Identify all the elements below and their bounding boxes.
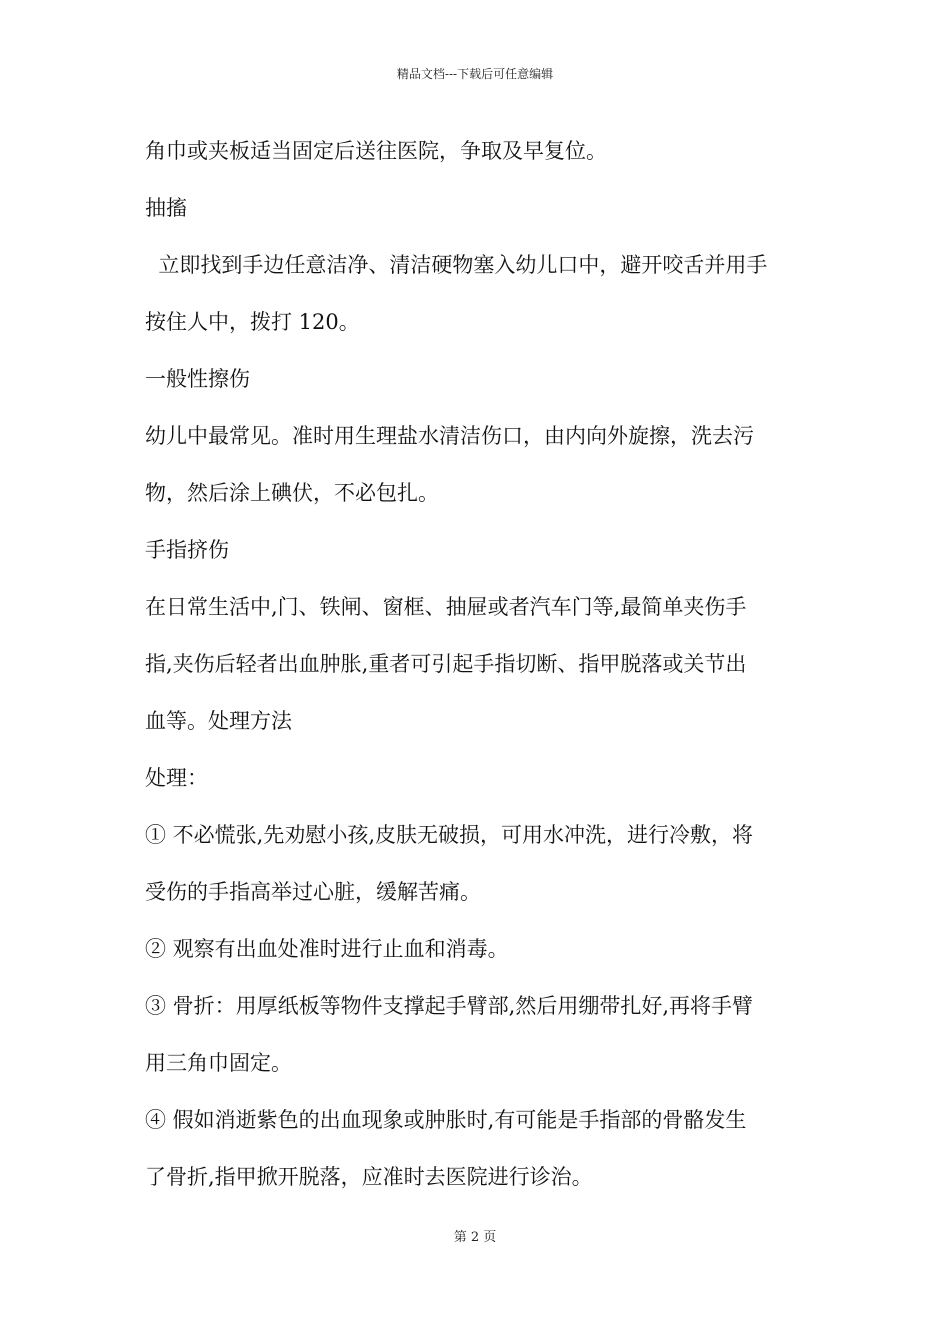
list-item-1: ① 不必慌张,先劝慰小孩,皮肤无破损，可用水冲洗，进行冷敷，将 — [145, 823, 754, 847]
text-line: 用三角巾固定。 — [145, 1051, 292, 1075]
section-heading-abrasion: 一般性擦伤 — [145, 367, 250, 391]
section-heading-finger-crush: 手指挤伤 — [145, 538, 229, 562]
list-item-2: ② 观察有出血处准时进行止血和消毒。 — [145, 937, 509, 961]
text-line: 在日常生活中,门、铁闸、窗框、抽屉或者汽车门等,最简单夹伤手 — [145, 595, 747, 619]
text-line: 指,夹伤后轻者出血肿胀,重者可引起手指切断、指甲脱落或关节出 — [145, 652, 747, 676]
text-line: 按住人中，拨打 120。 — [145, 310, 360, 334]
page-header: 精品文档---下载后可任意编辑 — [396, 67, 554, 81]
text-line: 立即找到手边任意洁净、清洁硬物塞入幼儿口中，避开咬舌并用手 — [145, 253, 768, 277]
section-heading-convulsion: 抽搐 — [145, 196, 187, 220]
list-item-4: ④ 假如消逝紫色的出血现象或肿胀时,有可能是手指部的骨骼发生 — [145, 1108, 747, 1132]
text-line: 角巾或夹板适当固定后送往医院，争取及早复位。 — [145, 139, 607, 163]
treatment-label: 处理： — [145, 766, 208, 790]
text-line: 了骨折,指甲掀开脱落，应准时去医院进行诊治。 — [145, 1165, 593, 1189]
page-number: 第 2 页 — [453, 1230, 497, 1245]
document-body — [145, 136, 810, 1219]
text-line: 受伤的手指高举过心脏，缓解苦痛。 — [145, 880, 481, 904]
text-line: 血等。处理方法 — [145, 709, 292, 733]
list-item-3: ③ 骨折：用厚纸板等物件支撑起手臂部,然后用绷带扎好,再将手臂 — [145, 994, 754, 1018]
text-line: 幼儿中最常见。准时用生理盐水清洁伤口，由内向外旋擦，洗去污 — [145, 424, 754, 448]
text-line: 物，然后涂上碘伏，不必包扎。 — [145, 481, 439, 505]
